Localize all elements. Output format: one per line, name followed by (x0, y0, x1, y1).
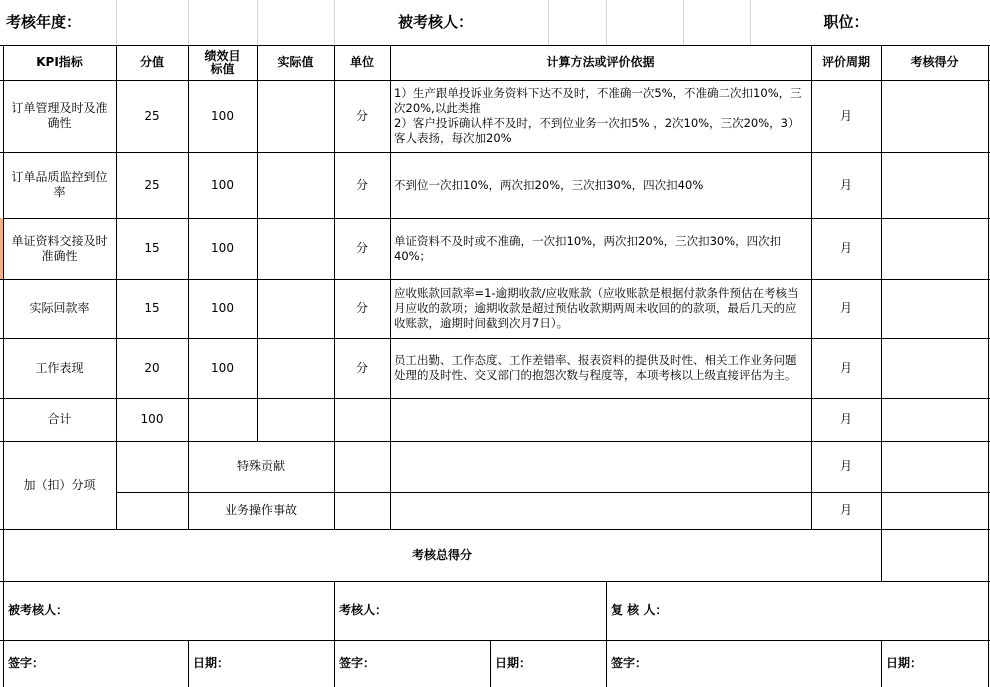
row3-actual[interactable] (257, 218, 334, 279)
row4-score: 15 (144, 301, 160, 315)
operation-accident-label: 业务操作事故 (224, 503, 297, 517)
footer-assessor-label: 考核人： (339, 603, 388, 617)
row4-method: 应收账款回款率=1-逾期收款/应收账款（应收账款是根据付款条件预估在考核当月应收的款项；逾期收款是超过预估收款期两周未收回的的款项，最后几天的应收账款，逾期时间截到次月7日）。 (394, 286, 799, 330)
row3-period: 月 (839, 241, 852, 255)
col-kpi: KPI指标 (36, 55, 83, 69)
row1-score: 25 (144, 108, 160, 123)
row5-target: 100 (211, 360, 234, 375)
col-target: 绩效目标值 (204, 48, 241, 76)
row1-method (390, 80, 811, 152)
row2-unit: 分 (355, 177, 368, 192)
row3-unit: 分 (355, 241, 368, 255)
row3-score: 15 (144, 241, 160, 255)
col-actual: 实际值 (277, 55, 314, 69)
assessee-sign-label: 签字： (8, 656, 45, 670)
col-unit: 单位 (349, 55, 374, 69)
grand-total-value[interactable] (881, 529, 988, 581)
row4-period: 月 (839, 301, 852, 315)
row3-result[interactable] (881, 218, 988, 279)
row4-result[interactable] (881, 279, 988, 338)
grand-total-label: 考核总得分 (411, 547, 472, 562)
row2-kpi: 订单品质监控到位率 (11, 170, 108, 199)
position-label: 职位： (823, 13, 869, 31)
total-score: 100 (140, 412, 164, 426)
special-contribution-label: 特殊贡献 (236, 459, 285, 473)
row5-actual[interactable] (257, 338, 334, 398)
row5-score: 20 (144, 360, 160, 375)
assessee-date-label: 日期： (193, 656, 230, 670)
total-period: 月 (839, 412, 852, 426)
row2-score: 25 (144, 177, 160, 192)
row3-method: 单证资料不及时或不准确，一次扣10%，两次扣20%，三次扣30%，四次扣40%； (394, 233, 782, 263)
assessor-date-label: 日期： (495, 656, 532, 670)
col-result: 考核得分 (910, 55, 959, 69)
row4-target: 100 (211, 301, 234, 315)
footer-reviewer-label: 复 核 人： (611, 603, 668, 617)
row4-unit: 分 (355, 301, 368, 315)
special-contribution-result[interactable] (881, 441, 988, 492)
special-contribution-period: 月 (839, 459, 852, 473)
row2-period: 月 (839, 177, 852, 192)
row3-kpi: 单证资料交接及时准确性 (11, 233, 108, 263)
assessor-sign-label: 签字： (339, 656, 376, 670)
reviewer-sign-label: 签字： (611, 656, 648, 670)
row3-target: 100 (211, 241, 234, 255)
row2-target: 100 (211, 177, 234, 192)
row5-period: 月 (839, 360, 852, 375)
total-result[interactable] (881, 398, 988, 441)
bonus-label: 加（扣）分项 (23, 477, 96, 492)
col-score: 分值 (139, 55, 164, 69)
row1-period: 月 (839, 108, 852, 123)
row5-method: 员工出勤、工作态度、工作差错率、报表资料的提供及时性、相关工作业务问题处理的及时性、交叉部门的抱怨次数与程度等，本项考核以上级直接评估为主。 (394, 353, 797, 382)
row1-method-text: 1）生产跟单投诉业务资料下达不及时，不准确一次5%，不准确二次扣10%，三次20%,以此类推 2）客户投诉确认样不及时，不到位业务一次扣5% ，2次10%，三次20%，3）客人表扬，每次加20% (394, 86, 802, 145)
col-method: 计算方法或评价依据 (546, 55, 655, 69)
row2-actual[interactable] (257, 152, 334, 218)
col-period: 评价周期 (821, 55, 870, 69)
row1-unit: 分 (355, 108, 368, 123)
row2-result[interactable] (881, 152, 988, 218)
row4-actual[interactable] (257, 279, 334, 338)
reviewer-date-label: 日期： (886, 656, 923, 670)
row1-kpi: 订单管理及时及准确性 (11, 101, 108, 130)
row4-kpi: 实际回款率 (29, 301, 90, 315)
operation-accident-result[interactable] (881, 492, 988, 529)
row5-unit: 分 (355, 360, 368, 375)
total-label: 合计 (47, 412, 72, 426)
row1-actual[interactable] (257, 80, 334, 152)
row1-result[interactable] (881, 80, 988, 152)
row1-target: 100 (211, 108, 234, 123)
assessment-year-label: 考核年度： (6, 13, 82, 31)
row5-kpi: 工作表现 (35, 360, 84, 375)
footer-assessee-label: 被考核人： (8, 603, 69, 617)
row2-method: 不到位一次扣10%，两次扣20%，三次扣30%，四次扣40% (394, 177, 704, 192)
operation-accident-period: 月 (839, 503, 852, 517)
assessee-top-label: 被考核人： (398, 13, 474, 31)
row5-result[interactable] (881, 338, 988, 398)
